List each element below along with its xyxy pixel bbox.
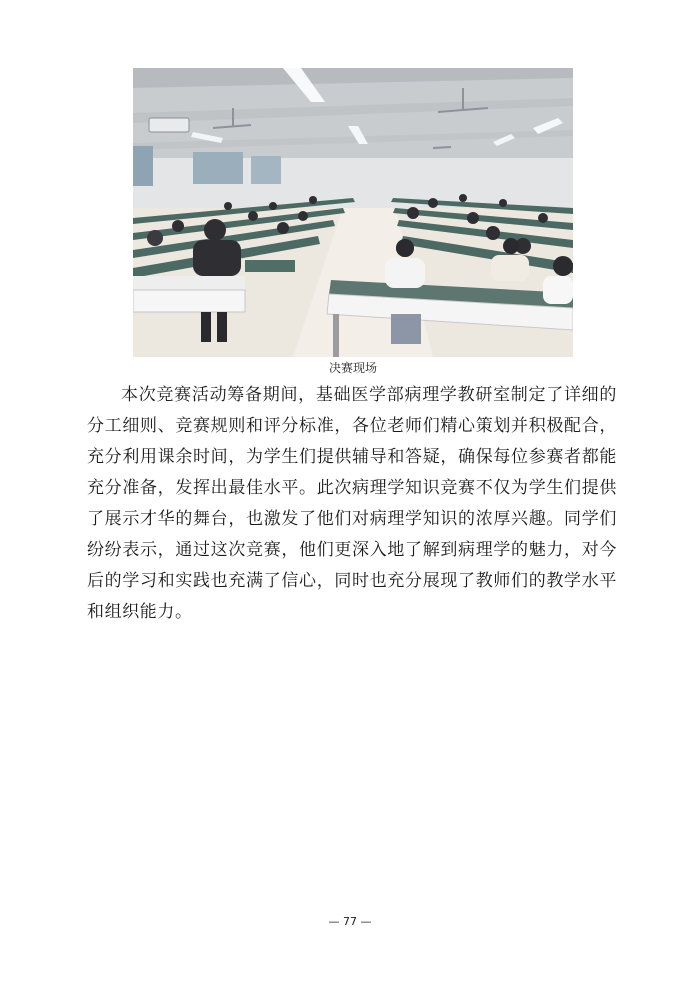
body-paragraph: 本次竞赛活动筹备期间，基础医学部病理学教研室制定了详细的分工细则、竞赛规则和评分标准，各位老师们精心策划并积极配合，充分利用课余时间，为学生们提供辅导和答疑，确保每位参赛者都能充分准备，发挥出最佳水平。此次病理学知识竞赛不仅为学生们提供了展示才华的舞台，也激发了他们对病理学知识的浓厚兴趣。同学们纷纷表示，通过这次竞赛，他们更深入地了解到病理学的魅力，对今后的学习和实践也充满了信心，同时也充分展现了教师们的教学水平和组织能力。: [87, 385, 617, 622]
competition-photo: [133, 68, 573, 357]
page-number: — 77 —: [328, 915, 372, 928]
photo-caption: 决赛现场: [328, 361, 377, 375]
